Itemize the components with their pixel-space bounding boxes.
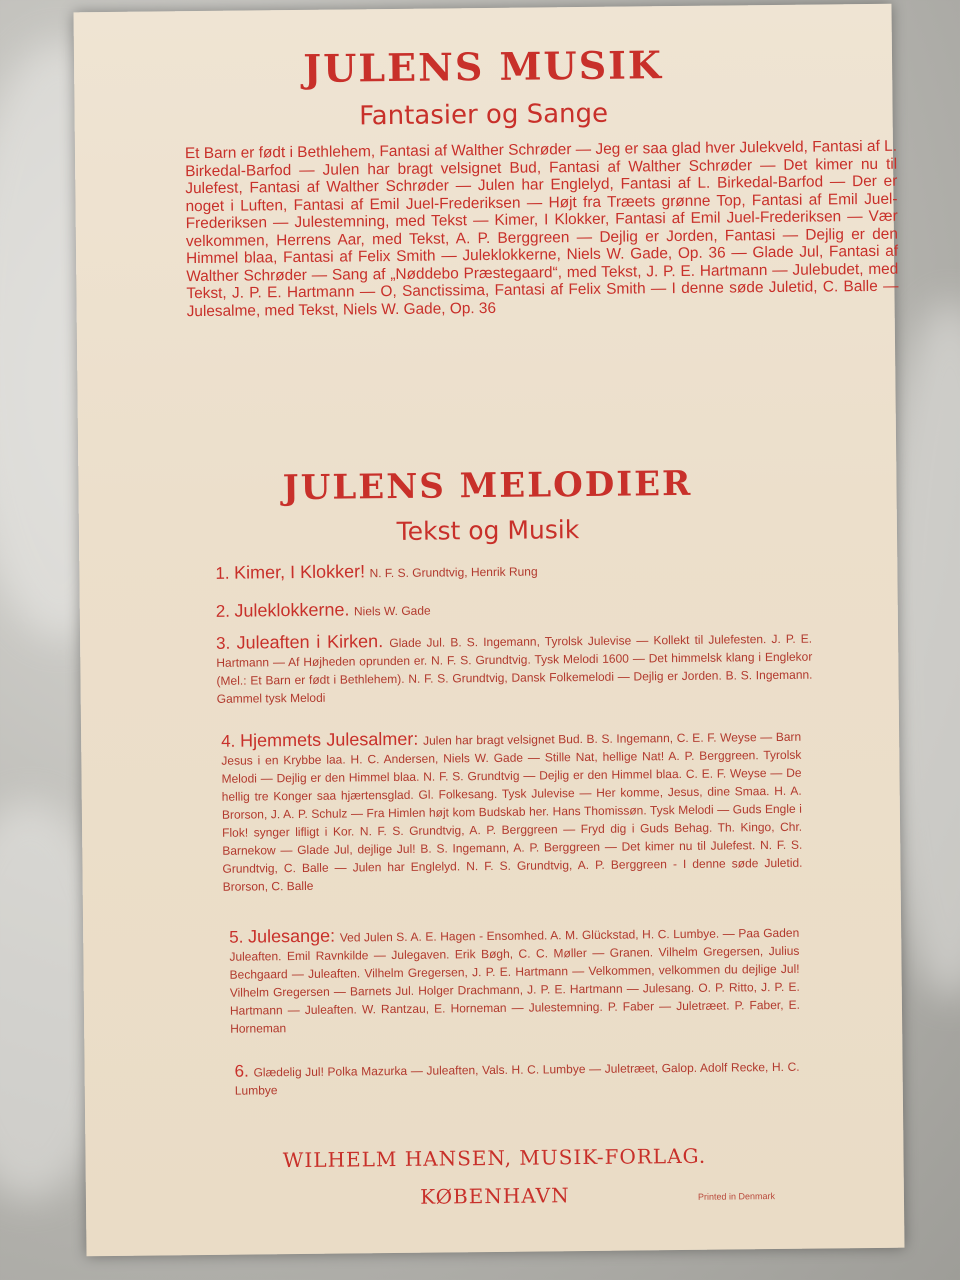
item-title: Kimer, I Klokker!: [233, 561, 366, 583]
printed-in-denmark: Printed in Denmark: [697, 1191, 776, 1202]
section-title-julens-musik: JULENS MUSIK: [303, 42, 664, 91]
item-number: 3.: [216, 633, 231, 653]
item-title: Hjemmets Julesalmer:: [239, 728, 419, 751]
section1-body: Et Barn er født i Bethlehem, Fantasi af Walther Schrøder — Jeg er saa glad hver Julekveld, Fantasi af L. Birkedal-Barfod — Julen har bragt velsignet Bud, Fantasi af Walther Schrøder — Det kimer nu til Julefest, Fantasi af Walther Schrøder — Julen har Englelyd, Fantasi af L. Birkedal-Barfod — Der er noget i Luften, Fantasi af Emil Juel-Frederiksen — Højt fra Træets grønne Top, Fantasi af Emil Juel-Frederiksen — Julestemning, med Tekst — Kimer, I Klokker, Fantasi af Emil Juel-Frederiksen — Vær velkommen, Herrens Aar, med Tekst, A. P. Berggreen — Dejlig er Jorden, Fantasi — Dejlig er den Himmel blaa, Fantasi af Felix Smith — Juleklokkerne, Niels W. Gade, Op. 36 — Glade Jul, Fantasi af Walther Schrøder — Sang af „Nøddebo Præstegaard“, med Tekst, J. P. E. Hartmann — Julebudet, med Tekst, J. P. E. Hartmann — O, Sanctissima, Fantasi af Felix Smith — I denne søde Juletid, C. Balle — Julesalme, med Tekst, Niels W. Gade, Op. 36: [184, 137, 899, 320]
section-subtitle-fantasier: Fantasier og Sange: [358, 98, 609, 132]
item-text: Julen har bragt velsignet Bud. B. S. Ingemann, C. E. F. Weyse — Barn Jesus i en Krybbe laa. H. C. Andersen, Niels W. Gade — Stille Nat, hellige Nat! A. P. Berggreen. Tyrolsk Melodi — Dejlig er den Himmel blaa. N. F. S. Grundtvig — Dejlig er den Himmel blaa. C. E. F. Weyse — De hellig tre Konger saa hjærtensglad. Gl. Folkesang. Tysk Julevise — Her komme, Jesus, dine Smaa. H. A. Brorson, J. A. P. Schulz — Fra Himlen højt kom Budskab her. Hans Thomissøn. Tysk Melodi — Guds Engle i Flok! synger lifligt i Kor. N. F. S. Grundtvig, A. P. Berggreen — Fryd dig i Guds Behag. Th. Kingo, Chr. Barnekow — Glade Jul, dejlige Jul! B. S. Ingemann, A. P. Berggreen — Det kimer nu til Julefest. N. F. S. Grundtvig, C. Balle — Julen har Englelyd. N. F. S. Grundtvig, A. P. Berggreen - I denne søde Juletid. Brorson, C. Balle: [221, 729, 803, 894]
item-text: Glade Jul. B. S. Ingemann, Tyrolsk Julevise — Kollekt til Julefesten. J. P. E. Hartmann — Af Højheden oprunden er. N. F. S. Grundtvig. Tysk Melodi 1600 — Det himmelsk klang i Englekor (Mel.: Et Barn er født i Bethlehem). N. F. S. Grundtvig, Dansk Folkemelodi — Dejlig er Jorden. B. S. Ingemann. Gammel tysk Melodi: [216, 631, 813, 706]
item-number: 5.: [229, 927, 244, 947]
melody-item-6: [235, 1057, 800, 1100]
item-text: Ved Julen S. A. E. Hagen - Ensomhed. A. M. Glückstad, H. C. Lumbye. — Paa Gaden Juleaften. Emil Ravnkilde — Julegaven. Erik Bøgh, C. C. Møller — Granen. Vilhelm Gregersen, Julius Bechgaard — Juleaften. Vilhelm Gregersen, J. P. E. Hartmann — Velkommen, velkommen du dejlige Jul! Vilhelm Gregersen — Barnets Jul. Holger Drachmann, J. P. E. Hartmann — Julesang. O. P. Ritto, J. P. E. Hartmann — Juleaften. W. Rantzau, E. Horneman — Julestemning. P. Faber — Juletræet. P. Faber, E. Horneman: [229, 925, 801, 1036]
melody-item-5: [229, 923, 800, 1038]
publisher-name: WILHELM HANSEN, MUSIK-FORLAG.: [282, 1143, 707, 1173]
melody-item-3: [216, 629, 813, 708]
item-number: 2.: [215, 601, 231, 621]
item-title: Julesange:: [247, 925, 336, 947]
melody-item-4: [221, 727, 803, 896]
melody-item-1: [215, 557, 815, 584]
item-text: Glædelig Jul! Polka Mazurka — Juleaften, Vals. H. C. Lumbye — Juletræet, Galop. Adolf Recke, H. C. Lumbye: [234, 1059, 800, 1098]
item-text: N. F. S. Grundtvig, Henrik Rung: [369, 564, 538, 581]
section-title-julens-melodier: JULENS MELODIER: [282, 463, 693, 509]
document-sheet: [74, 4, 905, 1256]
item-title: Juleklokkerne.: [234, 599, 350, 621]
item-text: Niels W. Gade: [353, 603, 431, 619]
melody-item-2: [216, 595, 816, 622]
item-title: Juleaften i Kirken.: [236, 631, 384, 653]
item-number: 1.: [215, 563, 230, 583]
section-subtitle-tekst-og-musik: Tekst og Musik: [396, 515, 580, 546]
item-number: 4.: [221, 731, 236, 751]
item-number: 6.: [234, 1061, 249, 1081]
publisher-city: KØBENHAVN: [420, 1183, 570, 1209]
